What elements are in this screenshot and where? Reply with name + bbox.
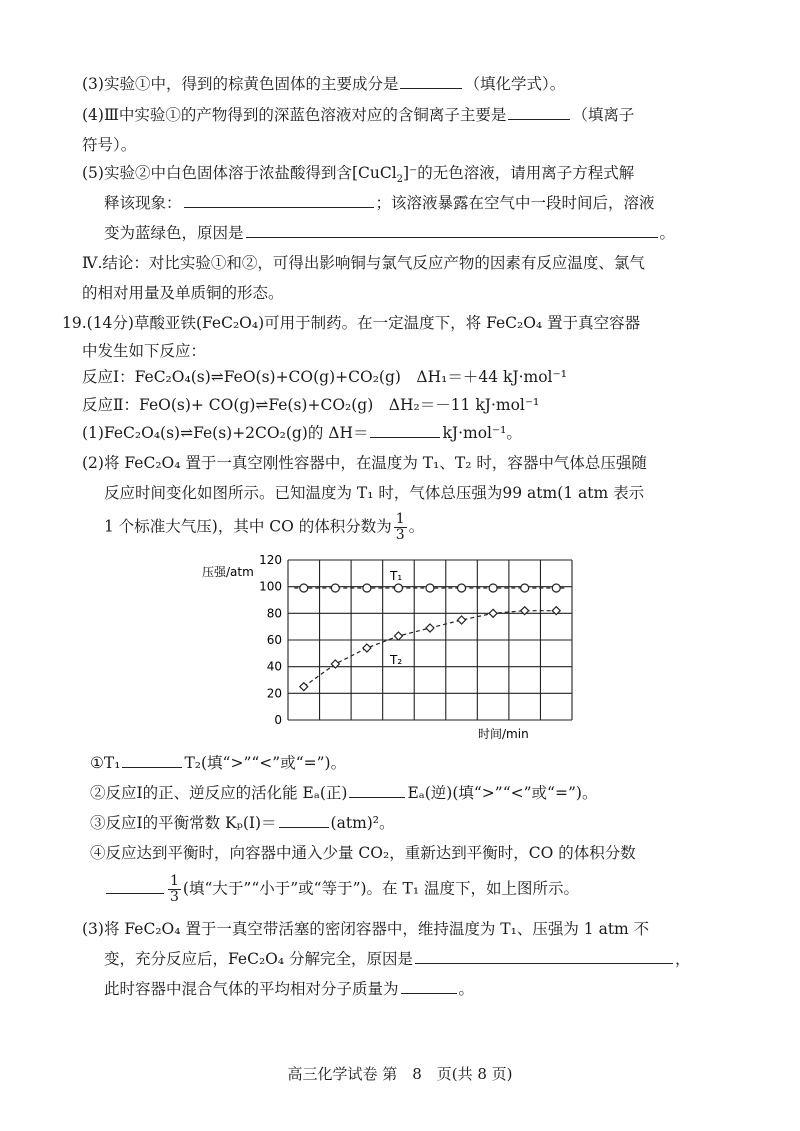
- q19-reaction1: 反应Ⅰ：FeC₂O₄(s)⇌FeO(s)+CO(g)+CO₂(g) ΔH₁＝＋44 kJ·mol⁻¹: [82, 368, 567, 386]
- q18-part5-line2: [104, 192, 655, 214]
- q18-part4-cont: 符号）。: [82, 136, 137, 154]
- chart-series: [294, 584, 565, 691]
- page-footer: 高三化学试卷 第 8 页(共 8 页): [287, 1065, 513, 1083]
- q18-conclusion-cont: 的相对用量及单质铜的形态。: [82, 284, 284, 302]
- series-t2-point: [363, 644, 371, 652]
- fraction-numerator: 1: [170, 873, 179, 889]
- q19-s2-text: ②反应Ⅰ的正、逆反应的活化能 Eₐ(正): [90, 784, 348, 802]
- q19-intro: 19.(14分)草酸亚铁(FeC₂O₄)可用于制药。在一定温度下，将 FeC₂O₄ 置于真空容器: [62, 314, 641, 332]
- series-t1-point: [426, 584, 434, 592]
- q19-sub2: [90, 782, 597, 804]
- q19-p3-l2-text: 变，充分反应后，FeC₂O₄ 分解完全，原因是: [104, 950, 414, 968]
- q19-s4-hint: (填“大于”“小于”或“等于”)。在 T₁ 温度下，如上图所示。: [182, 879, 579, 898]
- series-t2-point: [300, 683, 308, 691]
- q19-intro-cont: 中发生如下反应：: [82, 342, 207, 360]
- y-tick-label: 20: [266, 686, 282, 701]
- q18-part4: [82, 104, 634, 126]
- y-tick-label: 40: [266, 659, 282, 674]
- q18-p5-text2: ]⁻的无色溶液，请用离子方程式解: [403, 164, 635, 182]
- q18-p3-hint: （填化学式）。: [464, 75, 566, 93]
- answer-blank[interactable]: [122, 766, 182, 768]
- series-t1-point: [489, 584, 497, 592]
- q19-sub3: [90, 812, 395, 834]
- answer-blank[interactable]: [415, 962, 673, 964]
- q18-p4-hint: （填离子: [572, 106, 635, 124]
- chart-ylabel: 压强/atm: [202, 565, 254, 579]
- chart-xlabel: 时间/min: [478, 727, 529, 741]
- q18-p4-text: (4)Ⅲ中实验①的产物得到的深蓝色溶液对应的含铜离子主要是: [82, 106, 507, 124]
- q19-part3-line1: (3)将 FeC₂O₄ 置于一真空带活塞的密闭容器中，维持温度为 T₁、压强为 1 atm 不: [82, 920, 650, 938]
- fraction-denominator: 3: [395, 527, 405, 543]
- q19-p3-l3-text: 此时容器中混合气体的平均相对分子质量为: [104, 980, 399, 998]
- answer-blank[interactable]: [184, 206, 374, 208]
- series-t1-point: [394, 584, 402, 592]
- series-t2-point: [394, 632, 402, 640]
- series-t2-point: [489, 609, 497, 617]
- series-t2-point: [458, 616, 466, 624]
- q19-s3-unit: (atm)²。: [330, 814, 395, 832]
- q19-part2-line2: 反应时间变化如图所示。已知温度为 T₁ 时，气体总压强为99 atm(1 atm 表示: [104, 484, 645, 502]
- answer-blank[interactable]: [400, 87, 462, 89]
- q19-p3-l3-end: 。: [458, 980, 475, 998]
- series-t1-point: [458, 584, 466, 592]
- chart-yticks: [259, 553, 282, 727]
- series-t1-point: [363, 584, 371, 592]
- answer-blank[interactable]: [370, 436, 440, 438]
- q19-part2-line3: [104, 512, 424, 543]
- fraction: [394, 512, 407, 543]
- q18-p3-text: (3)实验①中，得到的棕黄色固体的主要成分是: [82, 75, 399, 93]
- q19-s1-hint: T₂(填“>”“<”或“=”)。: [184, 754, 347, 772]
- q19-part1: [82, 422, 522, 444]
- answer-blank[interactable]: [508, 118, 570, 120]
- subscript: 2: [396, 174, 404, 186]
- series-label-t1: T₁: [390, 569, 403, 583]
- q19-s1-text: ①T₁: [90, 754, 121, 772]
- series-label-t2: T₂: [390, 653, 403, 667]
- pressure-time-chart: [200, 548, 590, 744]
- q19-reaction2: 反应Ⅱ：FeO(s)+ CO(g)⇌Fe(s)+CO₂(g) ΔH₂＝－11 kJ·mol⁻¹: [82, 396, 540, 414]
- q19-sub4-line2: [104, 874, 579, 905]
- fraction: [168, 874, 181, 905]
- series-t1-point: [521, 584, 529, 592]
- q18-p5-l2-text2: ；该溶液暴露在空气中一段时间后，溶液: [375, 194, 655, 212]
- series-t2-point: [426, 624, 434, 632]
- series-t1-point: [331, 584, 339, 592]
- q19-p3-l2-end: ，: [675, 950, 691, 968]
- q18-p5-l2-text: 释该现象：: [104, 194, 182, 212]
- series-t2-line: [304, 611, 556, 687]
- answer-blank[interactable]: [349, 796, 405, 798]
- answer-blank[interactable]: [279, 826, 329, 828]
- q19-part3-line3: [104, 978, 474, 1000]
- y-tick-label: 120: [259, 553, 282, 567]
- y-tick-label: 0: [274, 713, 282, 727]
- q19-part3-line2: [104, 948, 691, 970]
- q18-conclusion: Ⅳ.结论：对比实验①和②，可得出影响铜与氯气反应产物的因素有反应温度、氯气: [82, 254, 645, 272]
- answer-blank[interactable]: [401, 992, 457, 994]
- series-t1-point: [552, 584, 560, 592]
- series-t1-point: [300, 584, 308, 592]
- q19-s3-text: ③反应Ⅰ的平衡常数 Kₚ(Ⅰ)＝: [90, 814, 277, 832]
- y-tick-label: 100: [259, 579, 282, 594]
- q19-part2-line1: (2)将 FeC₂O₄ 置于一真空刚性容器中，在温度为 T₁、T₂ 时，容器中气体总压强随: [82, 454, 647, 472]
- answer-blank[interactable]: [106, 892, 164, 894]
- answer-blank[interactable]: [246, 236, 658, 238]
- fraction-numerator: 1: [395, 511, 405, 527]
- fraction-denominator: 3: [170, 889, 179, 905]
- q19-p1-unit: kJ·mol⁻¹。: [442, 424, 522, 442]
- q18-part5-line3: [104, 222, 675, 244]
- q18-part5: [82, 162, 634, 184]
- q19-sub1: [90, 752, 346, 774]
- q19-sub4: ④反应达到平衡时，向容器中通入少量 CO₂，重新达到平衡时，CO 的体积分数: [90, 844, 636, 862]
- q19-p2-l3-end: 。: [408, 517, 425, 536]
- q18-part3: [82, 73, 565, 95]
- q19-s2-hint: Eₐ(逆)(填“>”“<”或“=”)。: [407, 784, 598, 802]
- q18-p5-l3-text2: 。: [659, 224, 676, 242]
- y-tick-label: 80: [266, 606, 282, 621]
- q19-p2-l3-text: 1 个标准大气压)，其中 CO 的体积分数为: [104, 517, 392, 536]
- q19-p1-text: (1)FeC₂O₄(s)⇌Fe(s)+2CO₂(g)的 ΔH＝: [82, 424, 369, 442]
- q18-p5-text: (5)实验②中白色固体溶于浓盐酸得到含[CuCl: [82, 164, 397, 182]
- q18-p5-l3-text: 变为蓝绿色，原因是: [104, 224, 244, 242]
- y-tick-label: 60: [266, 633, 282, 647]
